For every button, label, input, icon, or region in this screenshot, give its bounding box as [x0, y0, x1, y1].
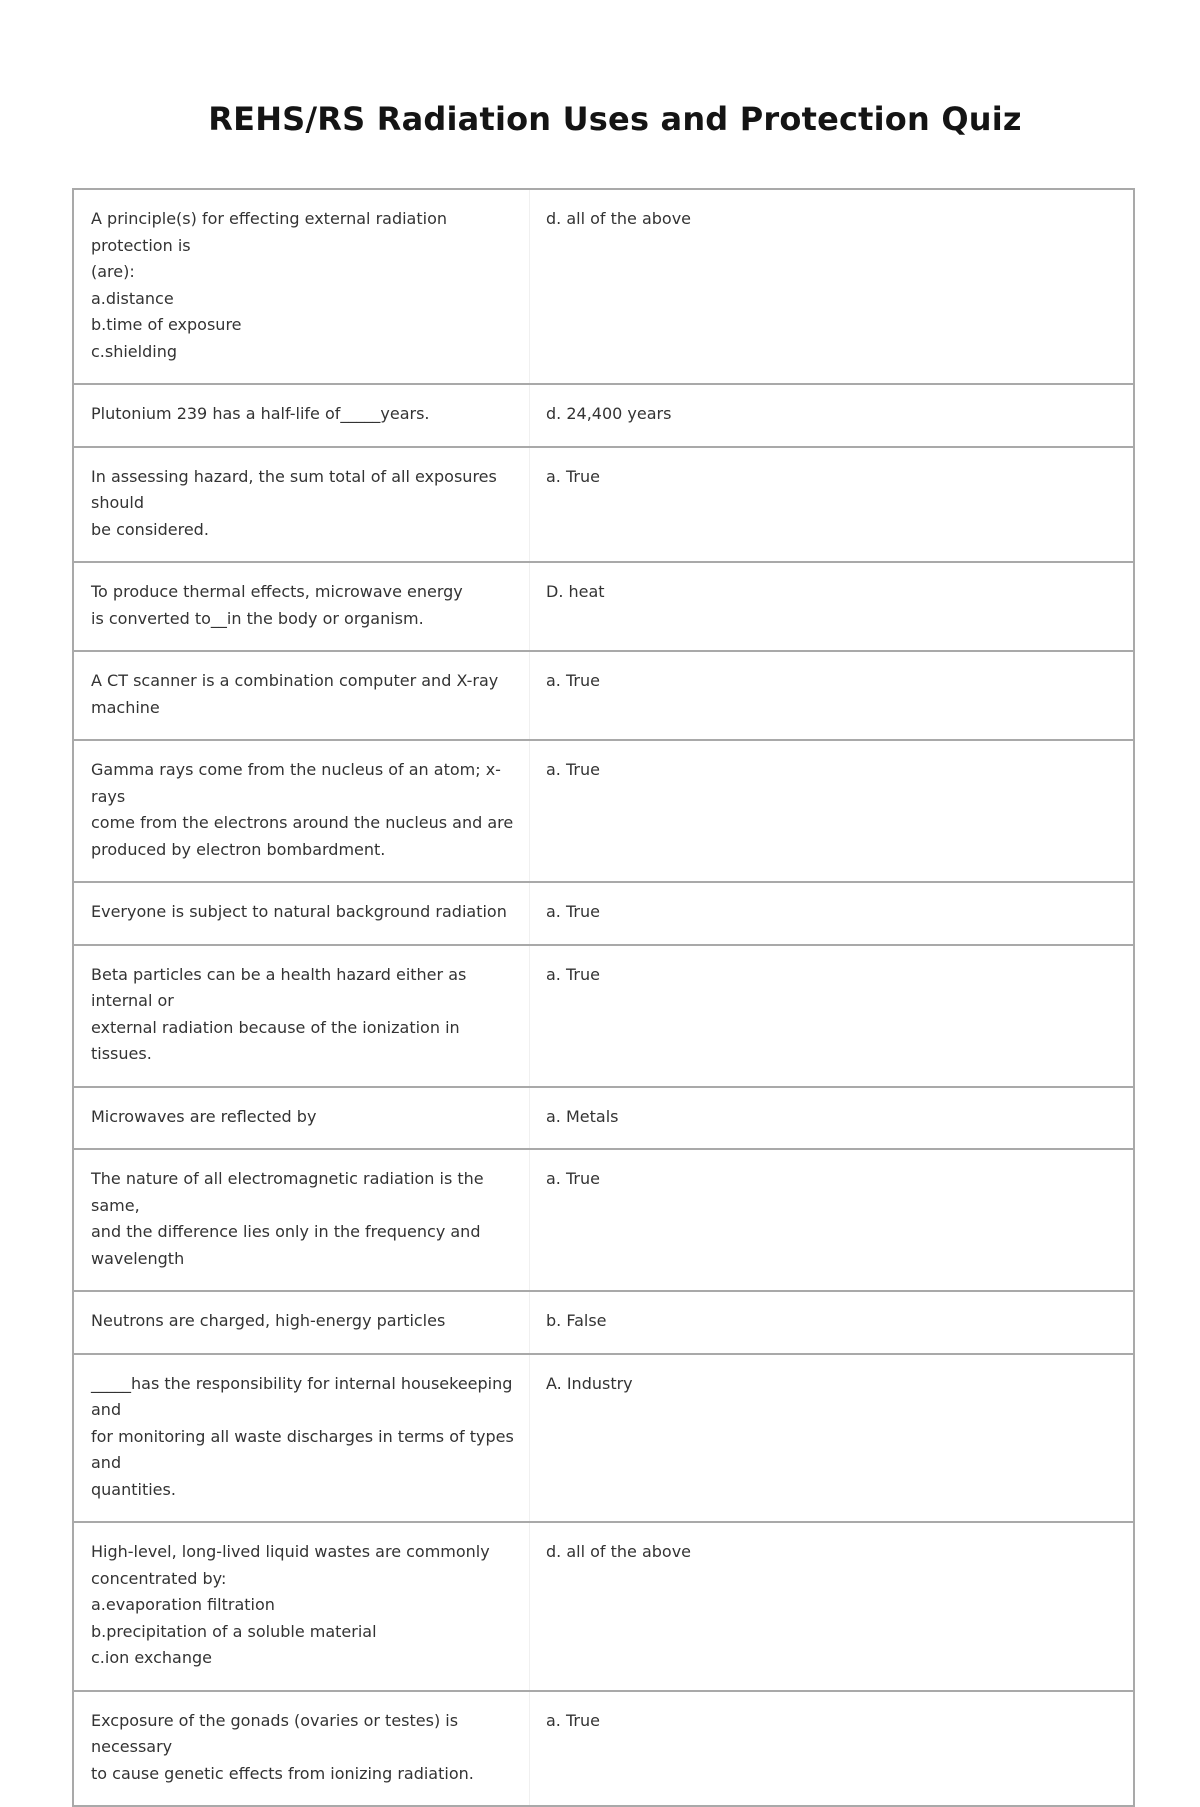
question-cell [73, 945, 530, 1087]
answer-text: a. True [546, 671, 600, 690]
question-text-line: Everyone is subject to natural background radiation [91, 902, 507, 921]
question-cell [73, 1149, 530, 1291]
answer-cell [530, 189, 1135, 384]
table-row [73, 882, 1134, 945]
answer-text: d. all of the above [546, 1542, 692, 1561]
answer-text: a. True [546, 1169, 600, 1188]
question-text-line: b.time of exposure [91, 315, 242, 334]
answer-text: a. True [546, 964, 600, 984]
question-text-line: external radiation because of the ionization in tissues. [91, 1017, 465, 1063]
question-cell [73, 562, 530, 651]
question-cell [73, 189, 530, 384]
question-cell [73, 1691, 530, 1807]
answer-cell [530, 447, 1135, 563]
answer-text: a. True [546, 466, 600, 486]
question-cell [73, 447, 530, 563]
question-text-line: be considered. [91, 519, 209, 539]
question-text-line: b.precipitation of a soluble material [91, 1621, 377, 1641]
question-text-line: To produce thermal effects, microwave energy [91, 582, 463, 601]
answer-cell [530, 651, 1135, 740]
question-cell [73, 882, 530, 945]
question-cell [73, 1522, 530, 1691]
answer-text: A. Industry [546, 1373, 633, 1393]
question-text-line: A principle(s) for effecting external radiation protection is [91, 209, 453, 255]
answer-cell [530, 562, 1135, 651]
question-text-line: and the difference lies only in the frequency and [91, 1222, 481, 1241]
question-text-line: for monitoring all waste discharges in terms of types and [91, 1426, 519, 1472]
answer-cell [530, 945, 1135, 1087]
question-text-line: (are): [91, 262, 135, 281]
quiz-table [72, 188, 1135, 1807]
table-row [73, 1354, 1134, 1523]
answer-cell [530, 740, 1135, 882]
table-row [73, 189, 1134, 384]
table-row [73, 945, 1134, 1087]
question-text-line: machine [91, 697, 160, 717]
question-cell [73, 651, 530, 740]
question-text-line: Microwaves are reflected by [91, 1106, 317, 1126]
question-text-line: Gamma rays come from the nucleus of an atom; x-rays [91, 760, 501, 806]
question-text-line: Excposure of the gonads (ovaries or testes) is necessary [91, 1710, 464, 1756]
answer-text: a. True [546, 902, 600, 921]
question-text-line: produced by electron bombardment. [91, 839, 386, 859]
table-row [73, 562, 1134, 651]
question-text-line: a.distance [91, 288, 174, 308]
question-text-line: come from the electrons around the nucleus and are [91, 813, 514, 832]
question-text-line: Plutonium 239 has a half-life of_____years. [91, 404, 430, 423]
question-cell [73, 1087, 530, 1150]
answer-text: D. heat [546, 582, 605, 601]
table-row [73, 1087, 1134, 1150]
question-text-line: c.ion exchange [91, 1648, 212, 1667]
table-row [73, 651, 1134, 740]
question-cell [73, 740, 530, 882]
answer-text: b. False [546, 1311, 607, 1330]
answer-cell [530, 1149, 1135, 1291]
answer-text: a. True [546, 760, 600, 779]
question-text-line: A CT scanner is a combination computer and X-ray [91, 671, 499, 690]
question-text-line: to cause genetic effects from ionizing radiation. [91, 1763, 474, 1783]
question-text-line: a.evaporation filtration [91, 1595, 275, 1614]
question-cell [73, 1291, 530, 1354]
question-text-line: Neutrons are charged, high-energy particles [91, 1311, 446, 1330]
answer-text: d. all of the above [546, 209, 692, 228]
table-row [73, 1691, 1134, 1807]
table-row [73, 447, 1134, 563]
question-text-line: concentrated by: [91, 1568, 227, 1588]
question-text-line: In assessing hazard, the sum total of all exposures should [91, 466, 502, 512]
table-row [73, 384, 1134, 447]
answer-cell [530, 1354, 1135, 1523]
question-text-line: wavelength [91, 1248, 185, 1268]
answer-cell [530, 882, 1135, 945]
question-cell [73, 384, 530, 447]
question-text-line: High-level, long-lived liquid wastes are commonly [91, 1542, 490, 1561]
answer-text: a. Metals [546, 1106, 619, 1126]
answer-text: a. True [546, 1710, 600, 1730]
question-cell [73, 1354, 530, 1523]
quiz-table-body [73, 189, 1134, 1806]
question-text-line: c.shielding [91, 341, 177, 361]
answer-text: d. 24,400 years [546, 404, 672, 423]
page-title: REHS/RS Radiation Uses and Protection Quiz [208, 100, 1022, 138]
table-row [73, 1291, 1134, 1354]
table-row [73, 1522, 1134, 1691]
answer-cell [530, 1691, 1135, 1807]
table-row [73, 1149, 1134, 1291]
answer-cell [530, 1522, 1135, 1691]
question-text-line: The nature of all electromagnetic radiation is the same, [91, 1169, 489, 1215]
table-row [73, 740, 1134, 882]
answer-cell [530, 384, 1135, 447]
answer-cell [530, 1087, 1135, 1150]
question-text-line: quantities. [91, 1479, 176, 1499]
answer-cell [530, 1291, 1135, 1354]
question-text-line: _____has the responsibility for internal housekeeping and [91, 1373, 518, 1419]
question-text-line: Beta particles can be a health hazard either as internal or [91, 964, 472, 1010]
question-text-line: is converted to__in the body or organism. [91, 608, 424, 628]
